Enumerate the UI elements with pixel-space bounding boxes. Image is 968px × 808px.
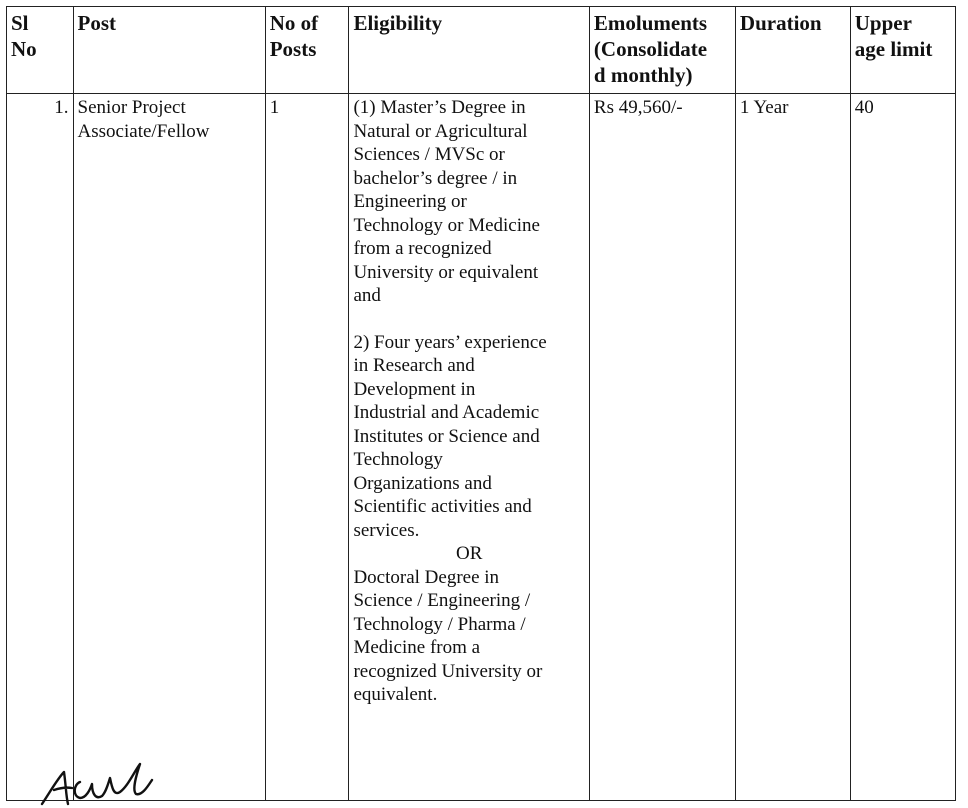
cell-upper-age-limit: 40 <box>850 94 955 801</box>
cell-no-of-posts: 1 <box>265 94 349 801</box>
header-eligibility: Eligibility <box>349 7 589 94</box>
cell-duration: 1 Year <box>735 94 850 801</box>
eligibility-line: in Research and <box>353 355 475 376</box>
table-row <box>7 94 956 801</box>
eligibility-line: from a recognized <box>353 238 492 259</box>
eligibility-line: Engineering or <box>353 191 467 212</box>
header-upper-age-limit: Upper age limit <box>850 7 955 94</box>
eligibility-line: equivalent. <box>353 684 438 705</box>
header-sl-no: Sl No <box>7 7 74 94</box>
eligibility-line: Medicine from a <box>353 637 481 658</box>
eligibility-line: recognized University or <box>353 660 543 682</box>
eligibility-or-label: OR <box>455 543 483 564</box>
eligibility-line: Institutes or Science and <box>353 425 540 447</box>
cell-post: Senior Project Associate/Fellow <box>73 94 265 801</box>
cell-emoluments: Rs 49,560/- <box>589 94 735 801</box>
posts-table <box>6 6 956 801</box>
eligibility-line: University or equivalent <box>353 261 539 283</box>
header-post: Post <box>73 7 265 94</box>
eligibility-line: Technology <box>353 449 443 470</box>
header-emoluments: Emoluments (Consolidate d monthly) <box>589 7 735 94</box>
eligibility-line: Doctoral Degree in <box>353 566 500 588</box>
eligibility-line: Organizations and <box>353 472 492 494</box>
eligibility-line: Natural or Agricultural <box>353 120 528 142</box>
eligibility-line: Sciences / MVSc or <box>353 144 505 165</box>
eligibility-line: Science / Engineering / <box>353 590 531 611</box>
header-row <box>7 7 956 94</box>
eligibility-line: Technology / Pharma / <box>353 613 526 635</box>
header-no-of-posts: No of Posts <box>265 7 349 94</box>
eligibility-line: services. <box>353 519 420 541</box>
eligibility-line: bachelor’s degree / in <box>353 167 518 189</box>
eligibility-line: Technology or Medicine <box>353 214 540 236</box>
signature-mark <box>36 742 156 808</box>
eligibility-line: 2) Four years’ experience <box>353 331 547 353</box>
cell-eligibility <box>349 94 589 801</box>
eligibility-line: Industrial and Academic <box>353 402 540 423</box>
eligibility-line: and <box>353 285 381 306</box>
header-duration: Duration <box>735 7 850 94</box>
eligibility-line: Scientific activities and <box>353 496 532 517</box>
eligibility-line: Development in <box>353 378 476 400</box>
eligibility-line: (1) Master’s Degree in <box>353 97 526 118</box>
cell-sl-no: 1. <box>7 94 74 801</box>
